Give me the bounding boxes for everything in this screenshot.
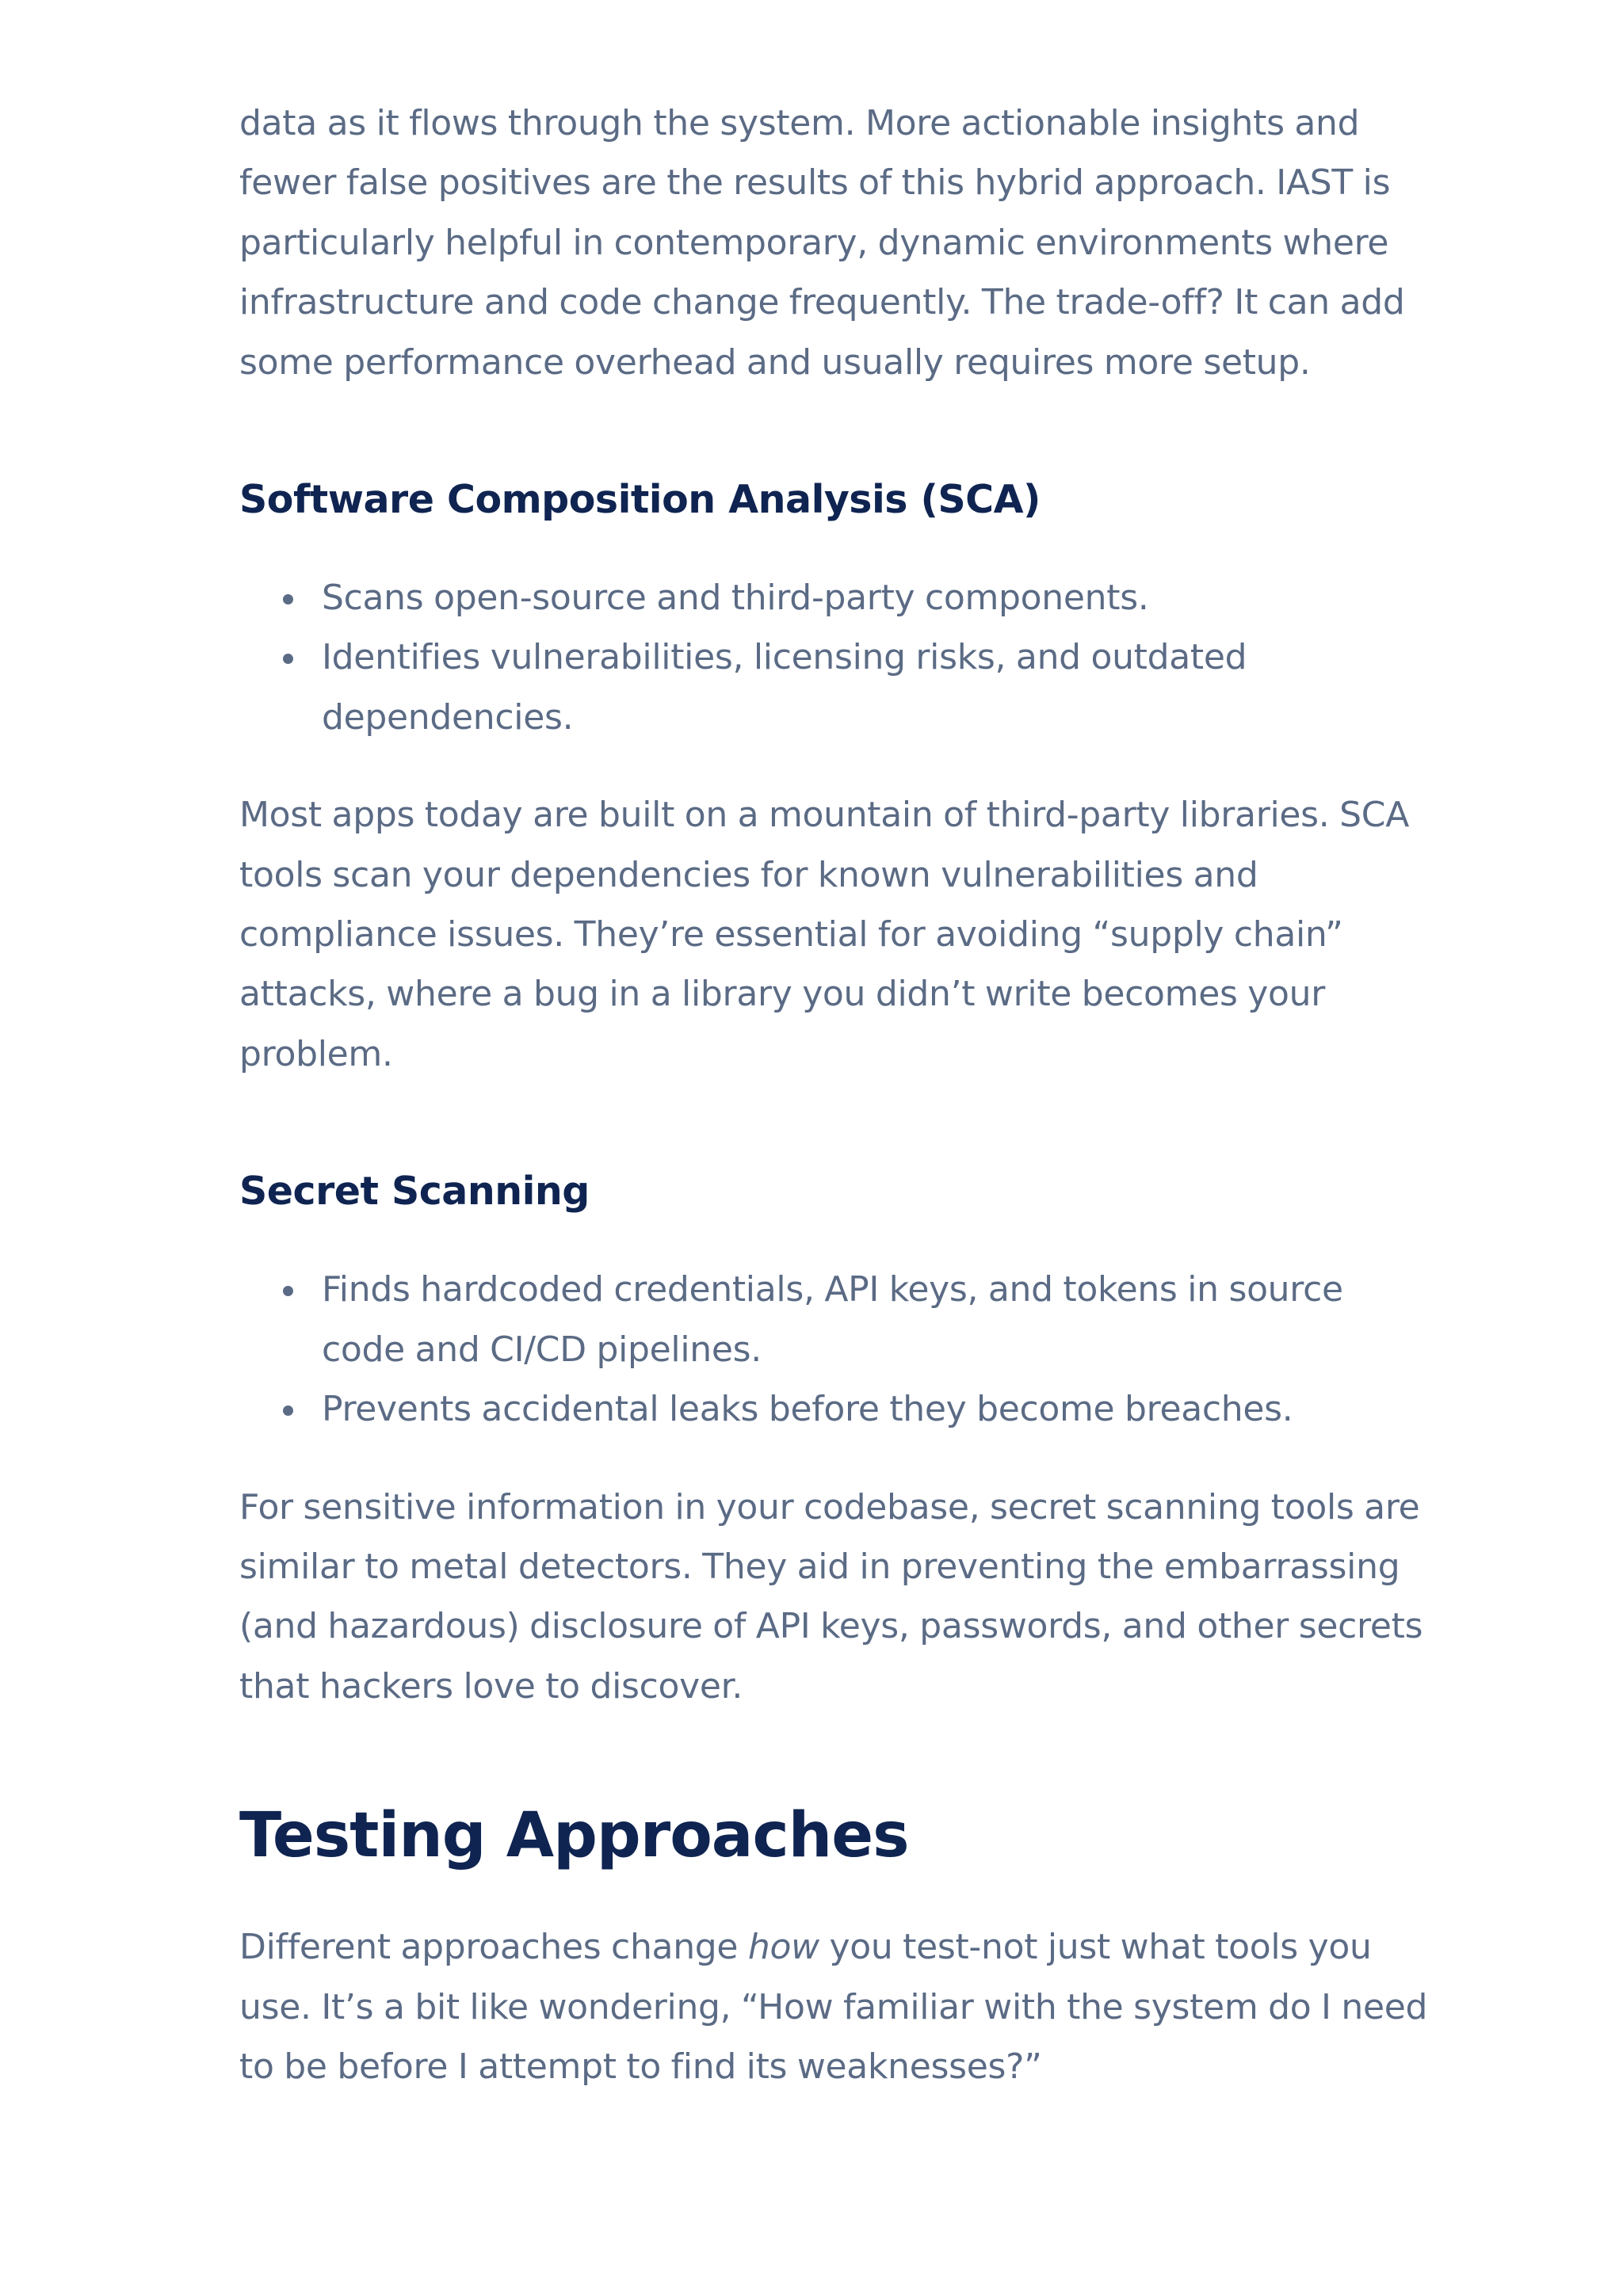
bullet-icon [283, 1405, 293, 1416]
list-item-text: Finds hardcoded credentials, API keys, and tokens in source code and CI/CD pipelines. [322, 1269, 1343, 1370]
article-content [239, 93, 1428, 2096]
testing-approaches-heading: Testing Approaches [239, 1800, 909, 1872]
paragraph-text: Different approaches change [239, 1927, 748, 1968]
testing-approaches-paragraph [239, 1917, 1428, 2096]
secret-scanning-bullet-list [239, 1260, 1428, 1439]
sca-paragraph: Most apps today are built on a mountain of third-party libraries. SCA tools scan your dependencies for known vulnerabilities and compliance issues. They’re essential for avoiding “supply chain” attacks, where a bug in a library you didn’t write becomes your problem. [239, 795, 1410, 1074]
bullet-icon [283, 594, 293, 605]
intro-paragraph: data as it flows through the system. More actionable insights and fewer false positives are the results of this hybrid approach. IAST is particularly helpful in contemporary, dynamic environments where infrastructure and code change frequently. The trade-off? It can add some performance overhead and usually requires more setup. [239, 103, 1405, 383]
list-item-text: Scans open-source and third-party components. [322, 578, 1149, 619]
sca-heading: Software Composition Analysis (SCA) [239, 477, 1041, 523]
list-item [239, 1379, 1428, 1439]
list-item [239, 627, 1428, 747]
sca-bullet-list [239, 568, 1428, 747]
secret-scanning-heading: Secret Scanning [239, 1169, 590, 1215]
emphasized-text: how [747, 1927, 819, 1968]
list-item-text: Prevents accidental leaks before they become breaches. [322, 1389, 1293, 1430]
paragraph-text: you test-not just what tools you use. It’s a bit like wondering, “How familiar with the system do I need to be before I attempt to find its weaknesses?” [239, 1927, 1428, 2087]
list-item-text: Identifies vulnerabilities, licensing risks, and outdated dependencies. [322, 637, 1247, 738]
list-item [239, 1260, 1428, 1379]
bullet-icon [283, 1286, 293, 1296]
list-item [239, 568, 1428, 627]
bullet-icon [283, 654, 293, 664]
secret-scanning-paragraph: For sensitive information in your codebase, secret scanning tools are similar to metal detectors. They aid in preventing the embarrassing (and hazardous) disclosure of API keys, passwords, and other secrets that hackers love to discover. [239, 1486, 1423, 1707]
